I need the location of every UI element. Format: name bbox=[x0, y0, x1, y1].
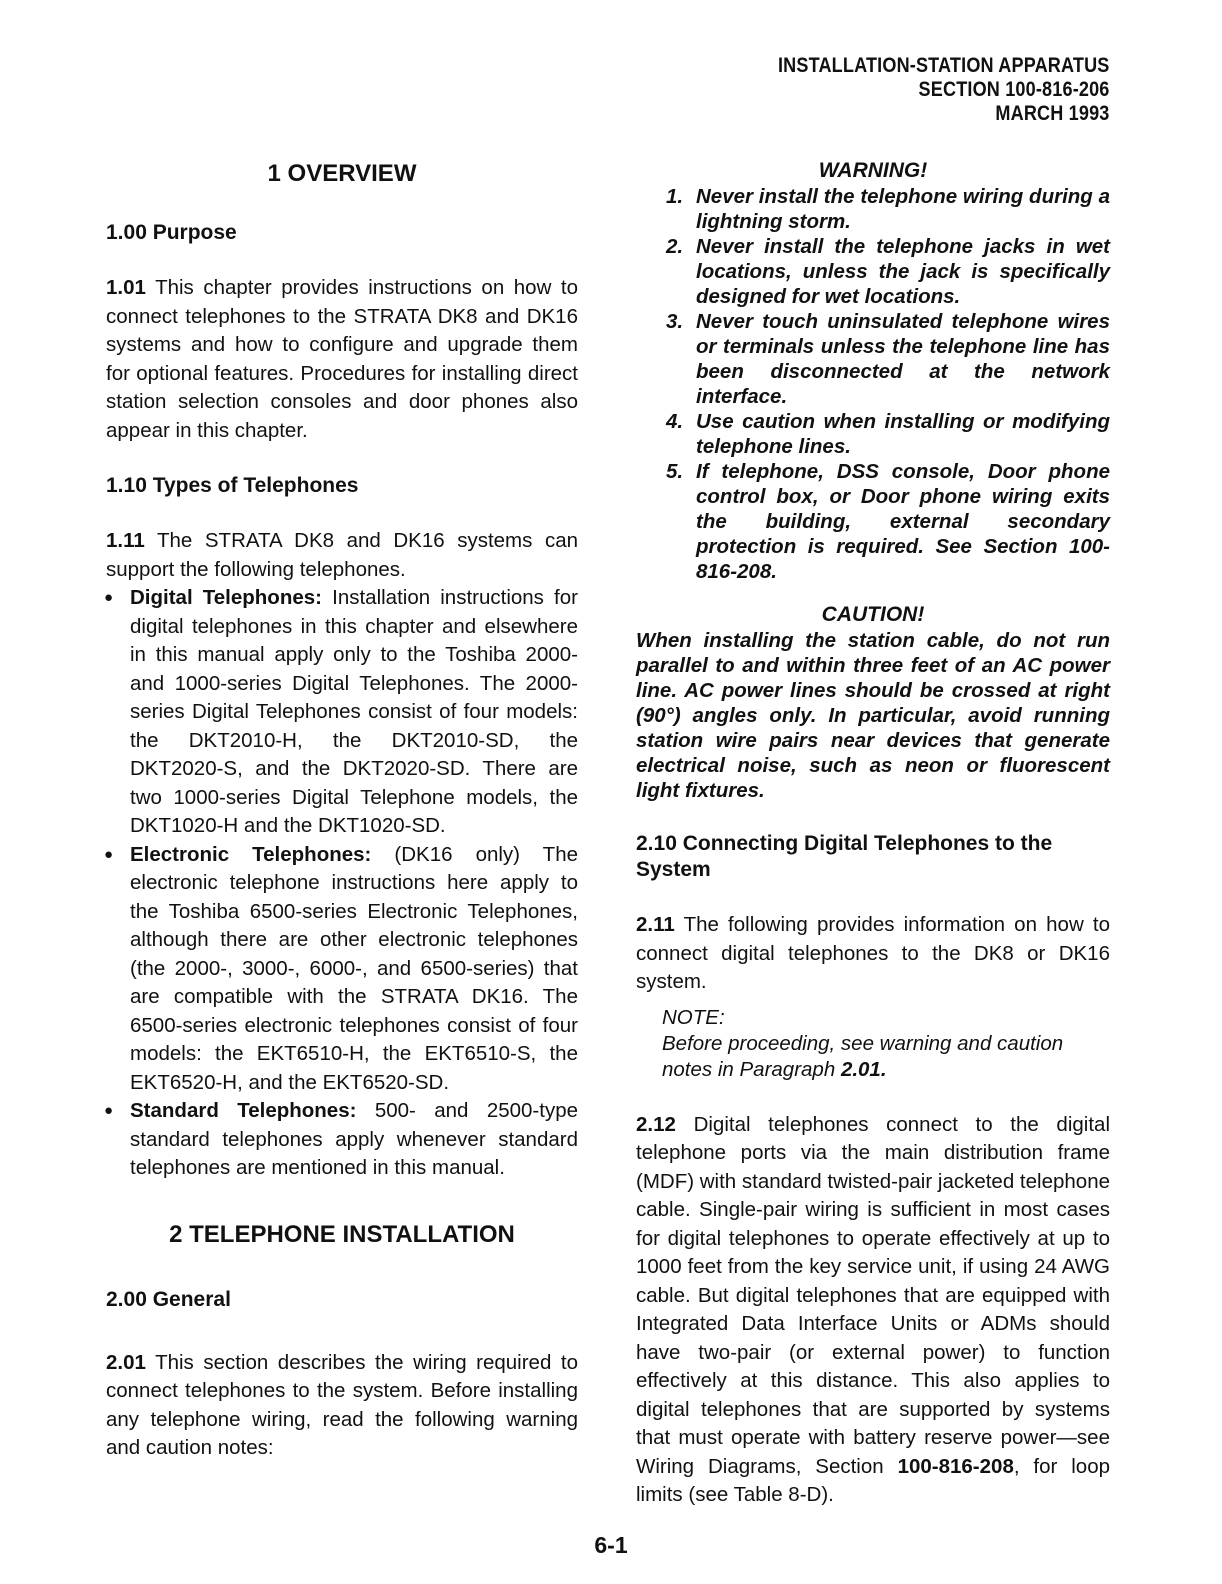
page-number: 6-1 bbox=[594, 1532, 628, 1558]
warning-item bbox=[636, 309, 1110, 409]
paragraph-2-11 bbox=[636, 911, 1110, 997]
paragraph-number: 1.11 bbox=[106, 529, 145, 552]
warning-text: Never install the telephone jacks in wet locations, unless the jack is specifically designed for wet locations. bbox=[696, 235, 1110, 308]
warning-number: 2. bbox=[666, 235, 684, 258]
paragraph-number: 2.11 bbox=[636, 913, 675, 936]
warning-text: Never touch uninsulated telephone wires or terminals unless the telephone line has been disconnected at the network interface. bbox=[696, 310, 1110, 408]
caution-heading: CAUTION! bbox=[821, 603, 925, 626]
page-header bbox=[724, 54, 1110, 126]
paragraph-text: The following provides information on how to connect digital telephones to the DK8 or DK16 system. bbox=[636, 913, 1111, 993]
note-label: NOTE: bbox=[662, 1005, 725, 1029]
paragraph-text: This section describes the wiring required to connect telephones to the system. Before installing any telephone wiring, read the following warning and caution notes: bbox=[106, 1350, 578, 1459]
paragraph-2-12 bbox=[636, 1111, 1110, 1510]
paragraph-number: 2.01 bbox=[106, 1350, 146, 1374]
caution-text: When installing the station cable, do not run parallel to and within three feet of an AC power line. AC power lines should be crossed at right (90°) angles only. In particular, avoid running station wire pairs near devices that generate electrical noise, such as neon or fluorescent light fixtures. bbox=[636, 629, 1110, 802]
general-heading: 2.00 General bbox=[106, 1287, 231, 1311]
warning-item bbox=[636, 234, 1110, 309]
list-item-text: Installation instructions for digital telephones in this chapter and elsewhere in this manual apply only to the Toshiba 2000- and 1000-series Digital Telephones. The 2000-series Digital Telephones consist of four models: the DKT2010-H, the DKT2010-SD, the DKT2020-S, and the DKT2020-SD. There are two 1000-series Digital Telephone models, the DKT1020-H and the DKT1020-SD. bbox=[130, 586, 578, 837]
header-section: SECTION 100-816-206 bbox=[919, 78, 1110, 101]
warning-text: Use caution when installing or modifying telephone lines. bbox=[696, 410, 1110, 458]
paragraph-number: 2.12 bbox=[636, 1112, 676, 1136]
left-column bbox=[106, 158, 578, 1463]
paragraph-tail: , for loop limits (see Table 8-D). bbox=[636, 1454, 1111, 1506]
warning-number: 5. bbox=[666, 460, 684, 483]
paragraph-text: The STRATA DK8 and DK16 systems can support the following telephones. bbox=[106, 529, 579, 581]
warning-heading: WARNING! bbox=[818, 159, 928, 182]
paragraph-number: 1.01 bbox=[106, 276, 146, 299]
connecting-heading: 2.10 Connecting Digital Telephones to the System bbox=[636, 832, 1053, 881]
warning-item bbox=[636, 409, 1110, 459]
paragraph-text: This chapter provides instructions on how to connect telephones to the STRATA DK8 and DK16 systems and how to configure and upgrade them for optional features. Procedures for installing direct station selection consoles and door phones also appear in this chapter. bbox=[106, 276, 578, 442]
paragraph-text: Digital telephones connect to the digital telephone ports via the main distribution frame (MDF) with standard twisted-pair jacketed telephone cable. Single-pair wiring is sufficient in most cases for digital telephones to operate effectively at up to 1000 feet from the key service unit, if using 24 AWG cable. But digital telephones that are equipped with Integrated Data Interface Units or ADMs should have two-pair (or external power) to function effectively at this distance. This also applies to digital telephones that are supported by systems that must operate with battery reserve power—see Wiring Diagrams, Section bbox=[636, 1112, 1110, 1478]
warning-list bbox=[636, 184, 1110, 584]
telephone-types-list bbox=[106, 584, 578, 1183]
list-item-digital bbox=[106, 584, 578, 841]
section-reference: 100-816-208 bbox=[897, 1454, 1014, 1478]
list-item-standard bbox=[106, 1097, 578, 1183]
note-body: Before proceeding, see warning and caution notes in Paragraph bbox=[662, 1031, 1064, 1081]
warning-text: If telephone, DSS console, Door phone control box, or Door phone wiring exits the building, external secondary protection is required. See Section 100-816-208. bbox=[696, 460, 1110, 583]
list-item-label: Electronic Telephones: bbox=[130, 842, 372, 866]
warning-number: 4. bbox=[666, 410, 684, 433]
paragraph-2-01 bbox=[106, 1349, 578, 1463]
list-item-text: (DK16 only) The electronic telephone instructions here apply to the Toshiba 6500-series Electronic Telephones, although there are other electronic telephones (the 2000-, 3000-, 6000-, and 6500-series) that are compatible with the STRATA DK16. The 6500-series electronic telephones consist of four models: the EKT6510-H, the EKT6510-S, the EKT6520-H, and the EKT6520-SD. bbox=[130, 842, 578, 1094]
warning-item bbox=[636, 184, 1110, 234]
warning-number: 1. bbox=[666, 185, 684, 208]
paragraph-1-01 bbox=[106, 274, 578, 445]
list-item-electronic bbox=[106, 841, 578, 1098]
warning-text: Never install the telephone wiring during a lightning storm. bbox=[696, 185, 1110, 233]
list-item-label: Standard Telephones: bbox=[130, 1099, 357, 1122]
types-heading: 1.10 Types of Telephones bbox=[106, 474, 359, 497]
purpose-heading: 1.00 Purpose bbox=[106, 221, 237, 244]
list-item-text: 500- and 2500-type standard telephones apply whenever standard telephones are mentioned in this manual. bbox=[130, 1099, 579, 1179]
right-column bbox=[636, 158, 1110, 1510]
warning-number: 3. bbox=[666, 310, 684, 333]
list-item-label: Digital Telephones: bbox=[130, 586, 322, 609]
paragraph-1-11 bbox=[106, 527, 578, 584]
note-reference: 2.01. bbox=[840, 1057, 887, 1081]
warning-item bbox=[636, 459, 1110, 584]
header-title: INSTALLATION-STATION APPARATUS bbox=[778, 54, 1110, 77]
note-text bbox=[662, 1031, 1110, 1083]
header-date: MARCH 1993 bbox=[995, 102, 1110, 125]
overview-heading: 1 OVERVIEW bbox=[267, 160, 417, 187]
installation-heading: 2 TELEPHONE INSTALLATION bbox=[169, 1220, 515, 1248]
note-block bbox=[636, 1005, 1110, 1083]
